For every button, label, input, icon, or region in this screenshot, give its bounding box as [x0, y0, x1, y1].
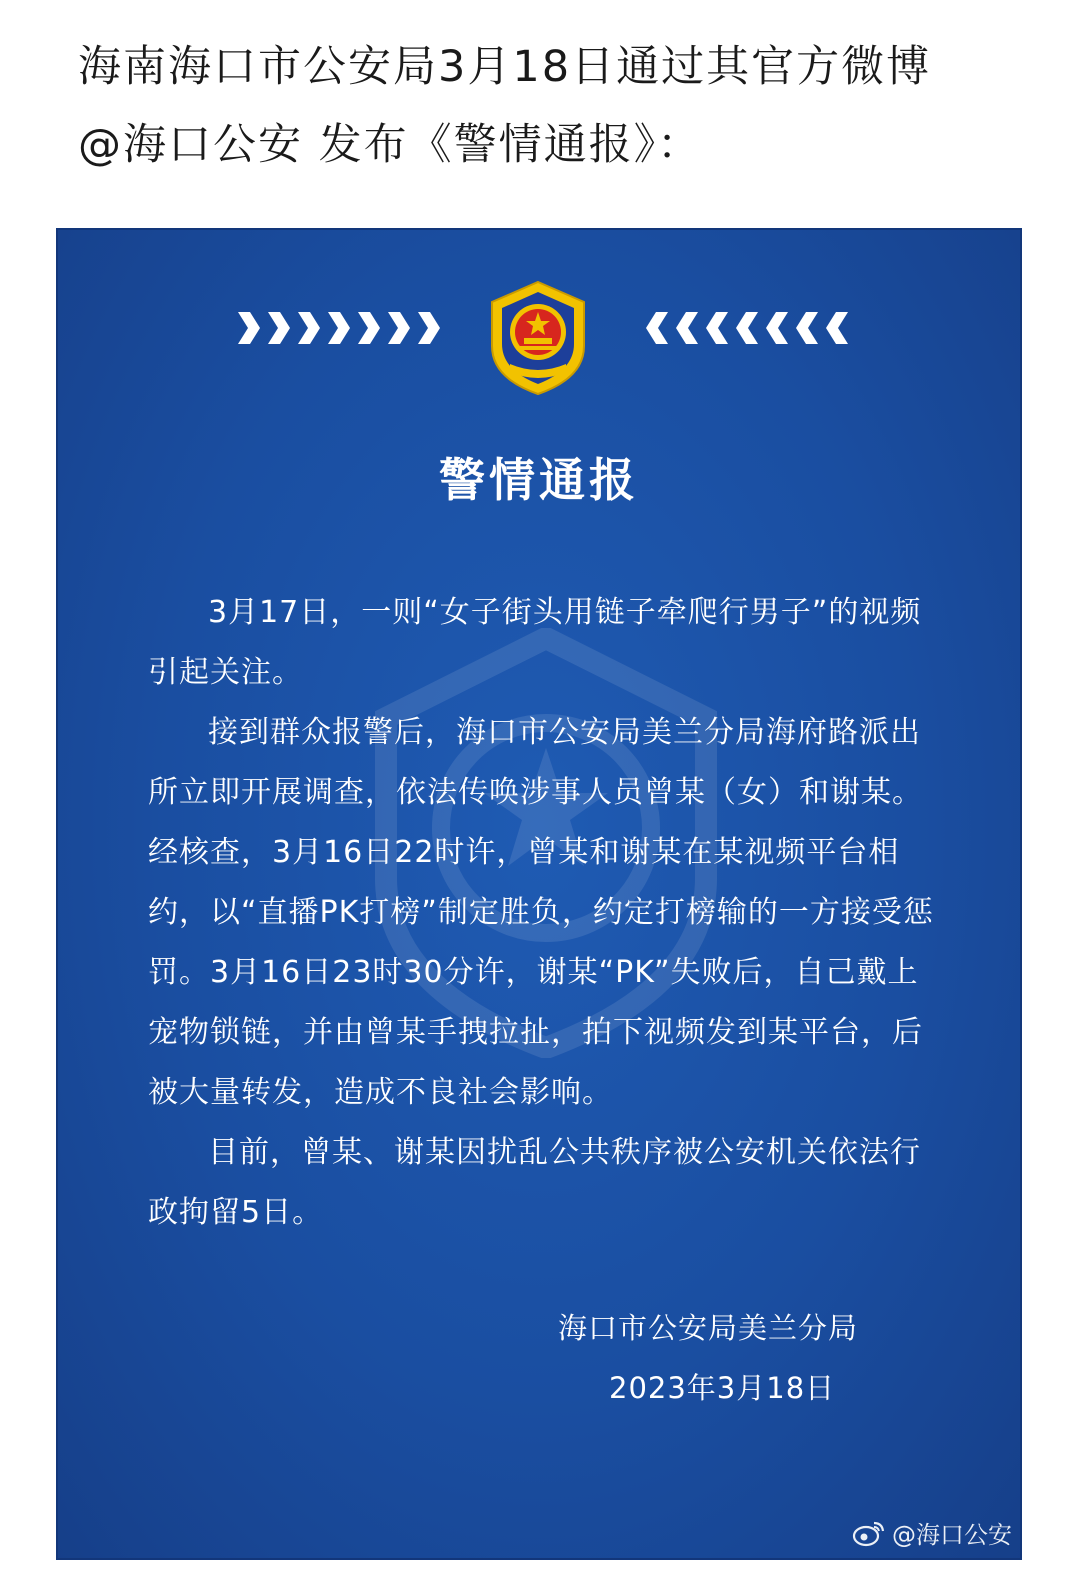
chevron-left-icon: [764, 308, 790, 348]
police-notice-poster: [56, 228, 1022, 1560]
chevron-left-icon: [704, 308, 730, 348]
weibo-logo-icon: [852, 1519, 886, 1547]
weibo-watermark: [852, 1515, 1012, 1550]
notice-paragraph-3: 目前，曾某、谢某因扰乱公共秩序被公安机关依法行政拘留5日。: [148, 1135, 921, 1230]
notice-body: [148, 583, 938, 1243]
chevron-left-icon: [734, 308, 760, 348]
chevron-right-icon: [416, 308, 442, 348]
chevron-right-icon: [236, 308, 262, 348]
chevron-left-icon: [644, 308, 670, 348]
notice-title: 警情通报: [439, 453, 639, 507]
weibo-handle: @海口公安: [892, 1521, 1012, 1549]
notice-paragraph-1: 3月17日，一则“女子街头用链子牵爬行男子”的视频引起关注。: [148, 595, 922, 690]
chevron-right-icon: [386, 308, 412, 348]
caption-line-1: 海南海口市公安局3月18日通过其官方微博: [78, 42, 932, 92]
caption-line-2: @海口公安 发布《警情通报》：: [78, 120, 703, 170]
notice-paragraph-2: 接到群众报警后，海口市公安局美兰分局海府路派出所立即开展调查，依法传唤涉事人员曾某（女）和谢某。经核查，3月16日22时许，曾某和谢某在某视频平台相约，以“直播PK打榜”制定胜负，约定打榜输的一方接受惩罚。3月16日23时30分许，谢某“PK”失败后，自己戴上宠物锁链，并由曾某手拽拉扯，拍下视频发到某平台，后被大量转发，造成不良社会影响。: [148, 715, 934, 1110]
chevron-right-icon: [296, 308, 322, 348]
chevron-right-icon: [266, 308, 292, 348]
post-caption: [78, 28, 1028, 184]
right-chevron-decoration: [644, 308, 850, 348]
chevron-left-icon: [794, 308, 820, 348]
chevron-left-icon: [824, 308, 850, 348]
signature-department: 海口市公安局美兰分局: [558, 1311, 859, 1345]
signature-date: 2023年3月18日: [609, 1371, 836, 1405]
chevron-right-icon: [326, 308, 352, 348]
police-emblem-icon: [484, 280, 592, 396]
chevron-left-icon: [674, 308, 700, 348]
left-chevron-decoration: [236, 308, 442, 348]
chevron-right-icon: [356, 308, 382, 348]
